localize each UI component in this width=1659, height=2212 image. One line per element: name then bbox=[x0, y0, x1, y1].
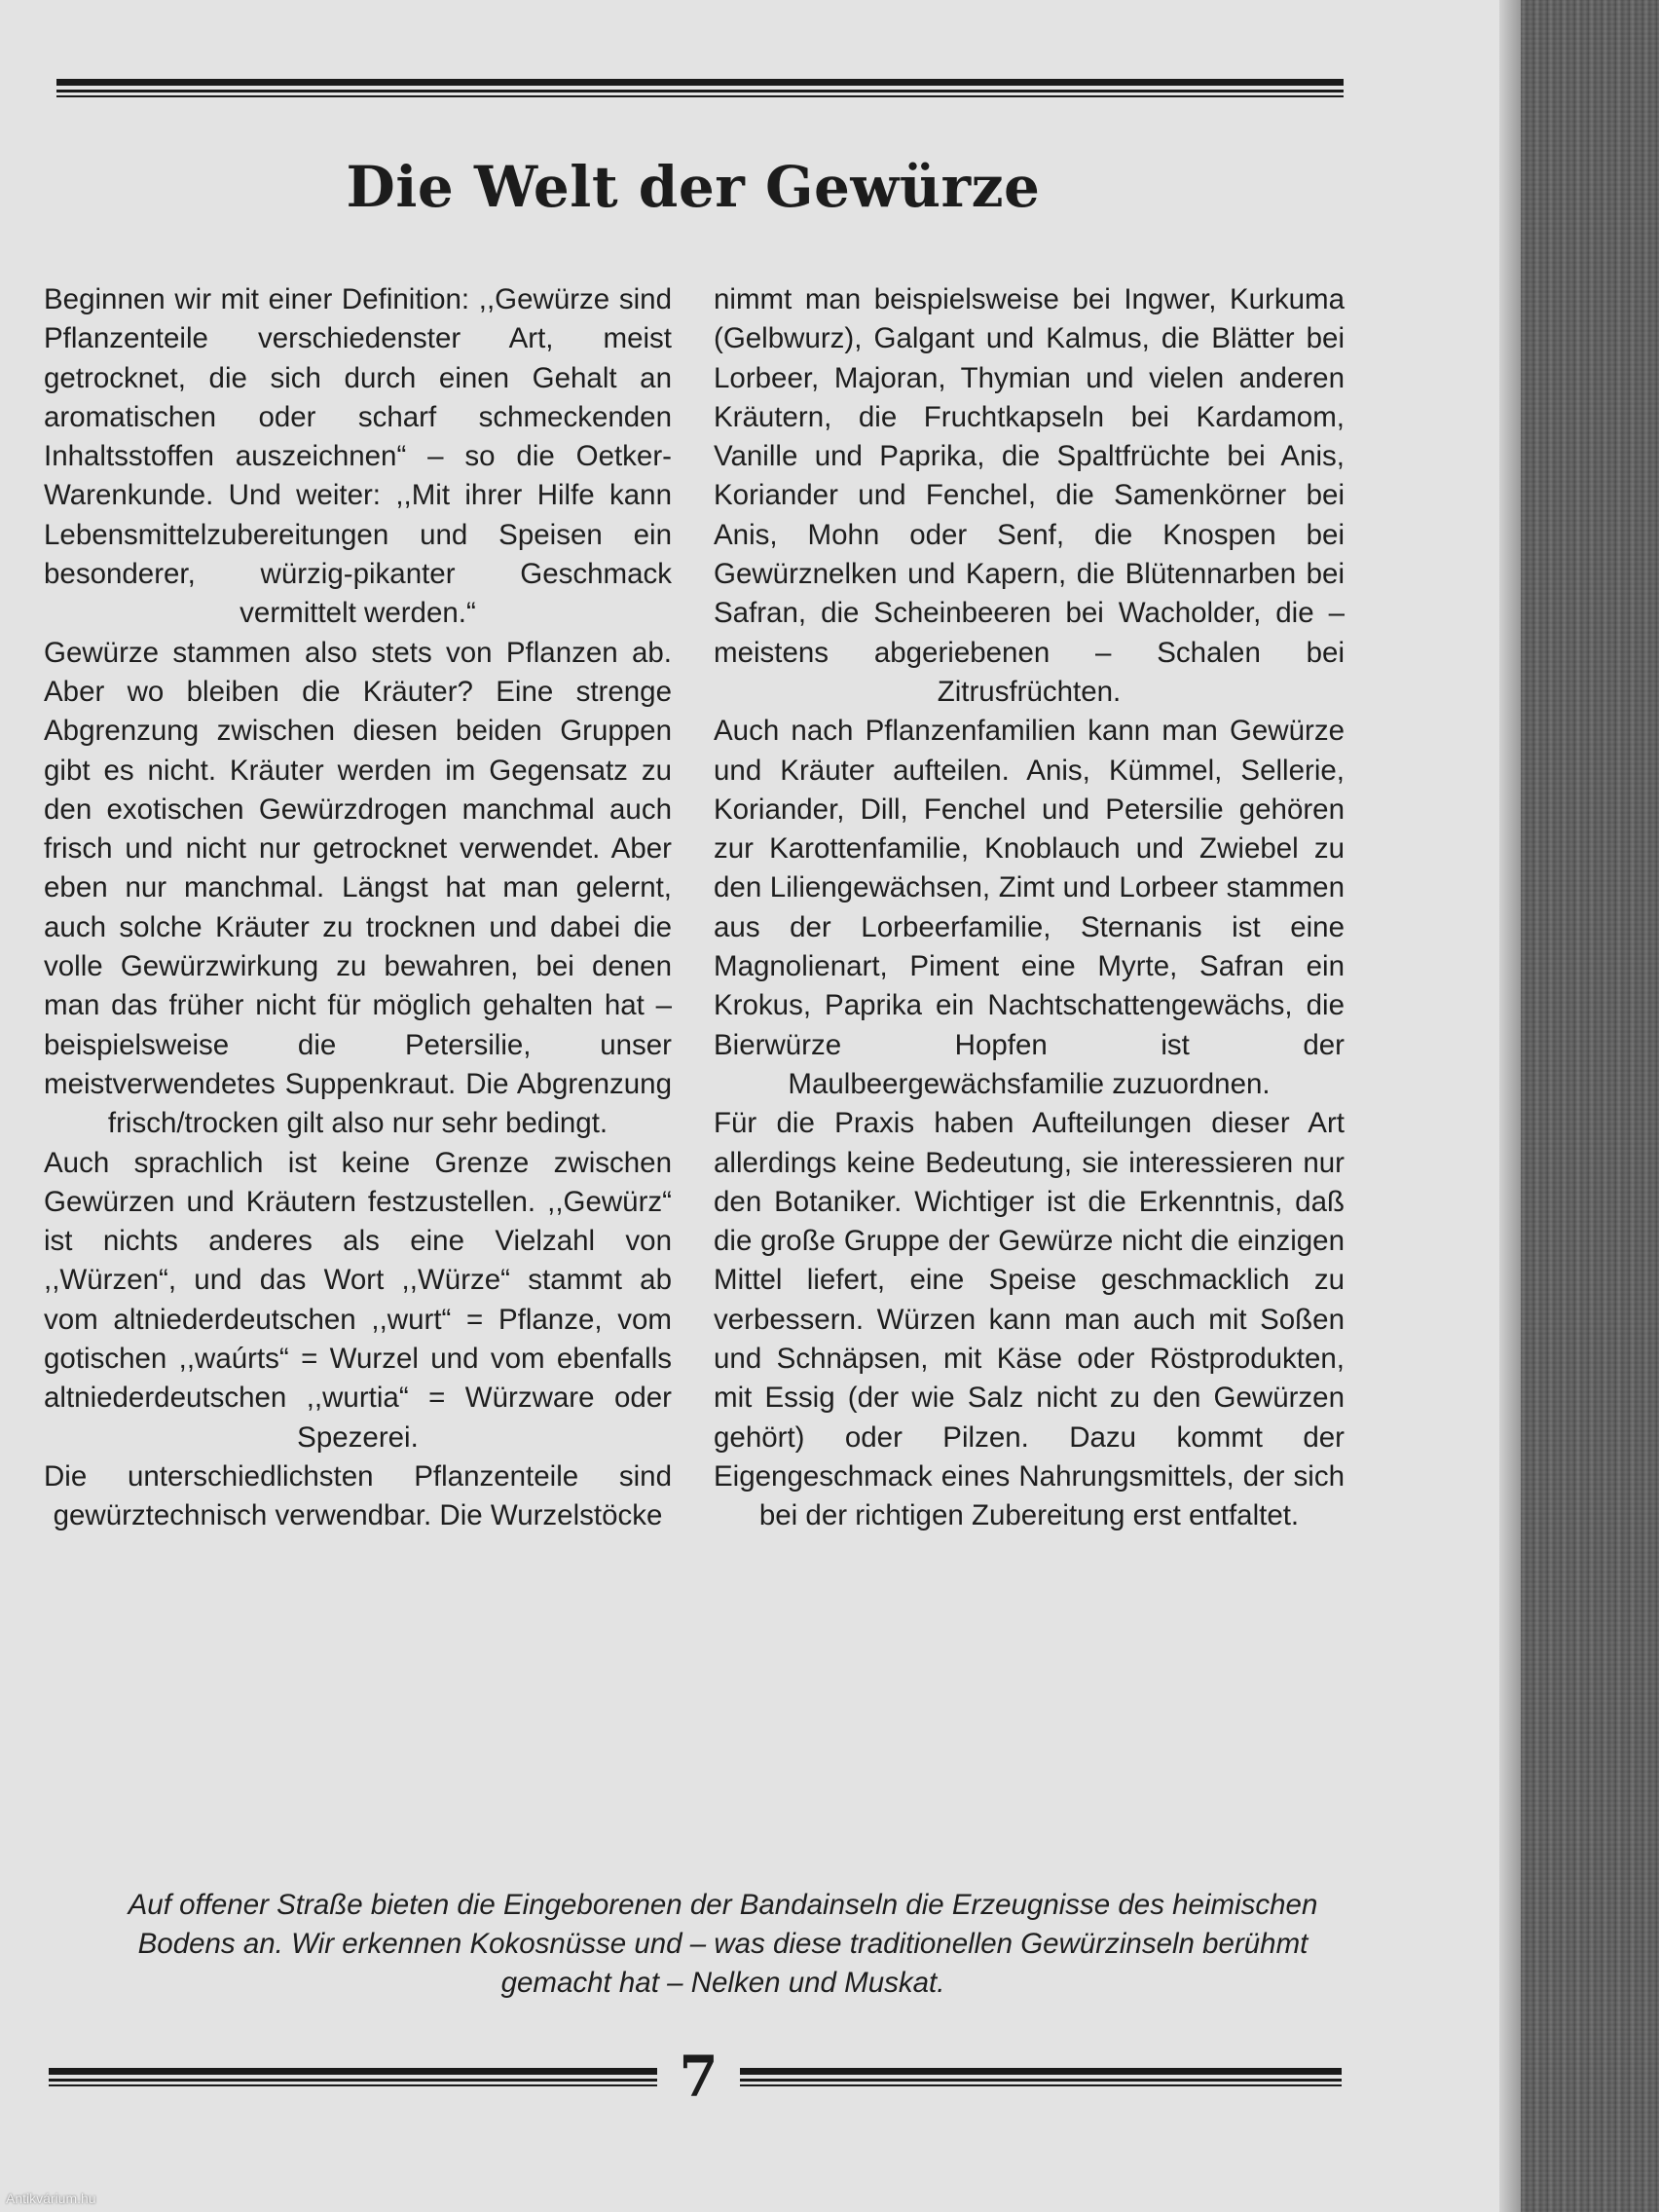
bottom-decorative-rule-right bbox=[740, 2068, 1342, 2089]
top-decorative-rule bbox=[56, 79, 1344, 100]
page-title: Die Welt der Gewürze bbox=[346, 154, 1041, 220]
binding-shadow bbox=[1499, 0, 1521, 2212]
paragraph-plant-parts-start: Die unterschiedlichsten Pflanzenteile sind gewürztechnisch verwendbar. Die Wurzelstöcke bbox=[44, 1459, 672, 1532]
left-text-column bbox=[44, 280, 672, 1536]
bottom-decorative-rule-left bbox=[49, 2068, 657, 2089]
paragraph-plant-families: Auch nach Pflanzenfamilien kann man Gewürze und Kräuter aufteilen. Anis, Kümmel, Sellerie, Koriander, Dill, Fenchel und Petersilie gehören zur Karottenfamilie, Knoblauch und Zwiebel zu den Liliengewächsen, Zimt und Lorbeer stammen aus der Lorbeerfamilie, Sternanis ist eine Magnolienart, Piment eine Myrte, Safran ein Krokus, Paprika ein Nachtschattengewächs, die Bierwürze Hopfen ist der Maulbeergewächsfamilie zuzuordnen. bbox=[714, 715, 1345, 1100]
paragraph-etymology: Auch sprachlich ist keine Grenze zwischen Gewürzen und Kräutern festzustellen. ,,Gewürz“ ist nichts anderes als eine Vielzahl von ,,Würzen“, und das Wort ,,Würze“ stammt ab vom altniederdeutschen ,,wurt“ = Pflanze, vom gotischen ,,waúrts“ = Wurzel und vom ebenfalls altniederdeutschen ,,wurtia“ = Würzware oder Spezerei. bbox=[44, 1146, 672, 1454]
right-text-column bbox=[714, 280, 1345, 1536]
paragraph-definition: Beginnen wir mit einer Definition: ,,Gewürze sind Pflanzenteile verschiedenster Art, meist getrocknet, die sich durch einen Gehalt an aromatischen oder scharf schmeckenden Inhaltsstoffen auszeichnen“ – so die Oetker-Warenkunde. Und weiter: ,,Mit ihrer Hilfe kann Lebensmittelzubereitungen und Speisen ein besonderer, würzig-pikanter Geschmack vermittelt werden.“ bbox=[44, 283, 672, 630]
paragraph-herbs: Gewürze stammen also stets von Pflanzen ab. Aber wo bleiben die Kräuter? Eine strenge Abgrenzung zwischen diesen beiden Gruppen gibt es nicht. Kräuter werden im Gegensatz zu den exotischen Gewürzdrogen manchmal auch frisch und nicht nur getrocknet verwendet. Aber eben nur manchmal. Längst hat man gelernt, auch solche Kräuter zu trocknen und dabei die volle Gewürzwirkung zu bewahren, bei denen man das früher nicht für möglich gehalten hat – beispielsweise die Petersilie, unser meistverwendetes Suppenkraut. Die Abgrenzung frisch/trocken gilt also nur sehr bedingt. bbox=[44, 636, 672, 1140]
page-number: 7 bbox=[679, 2044, 719, 2110]
image-caption: Auf offener Straße bieten die Eingeborenen der Bandainseln die Erzeugnisse des heimischen Bodens an. Wir erkennen Kokosnüsse und – was diese traditionellen Gewürzinseln berühmt gemacht hat – Nelken und Muskat. bbox=[128, 1889, 1318, 1999]
paragraph-practice: Für die Praxis haben Aufteilungen dieser Art allerdings keine Bedeutung, sie interessieren nur den Botaniker. Wichtiger ist die Erkenntnis, daß die große Gruppe der Gewürze nicht die einzigen Mittel liefert, eine Speise geschmacklich zu verbessern. Würzen kann man auch mit Soßen und Schnäpsen, mit Käse oder Röstprodukten, mit Essig (der wie Salz nicht zu den Gewürzen gehört) oder Pilzen. Dazu kommt der Eigengeschmack eines Nahrungsmittels, der sich bei der richtigen Zubereitung erst entfaltet. bbox=[714, 1107, 1345, 1532]
paragraph-plant-parts: nimmt man beispielsweise bei Ingwer, Kurkuma (Gelbwurz), Galgant und Kalmus, die Blätter bei Lorbeer, Majoran, Thymian und vielen anderen Kräutern, die Fruchtkapseln bei Kardamom, Vanille und Paprika, die Spaltfrüchte bei Anis, Koriander und Fenchel, die Samenkörner bei Anis, Mohn oder Senf, die Knospen bei Gewürznelken und Kapern, die Blütennarben bei Safran, die Scheinbeeren bei Wacholder, die – meistens abgeriebenen – Schalen bei Zitrusfrüchten. bbox=[714, 283, 1345, 708]
site-watermark: Antikvárium.hu bbox=[6, 2191, 96, 2206]
book-binding bbox=[1521, 0, 1659, 2212]
